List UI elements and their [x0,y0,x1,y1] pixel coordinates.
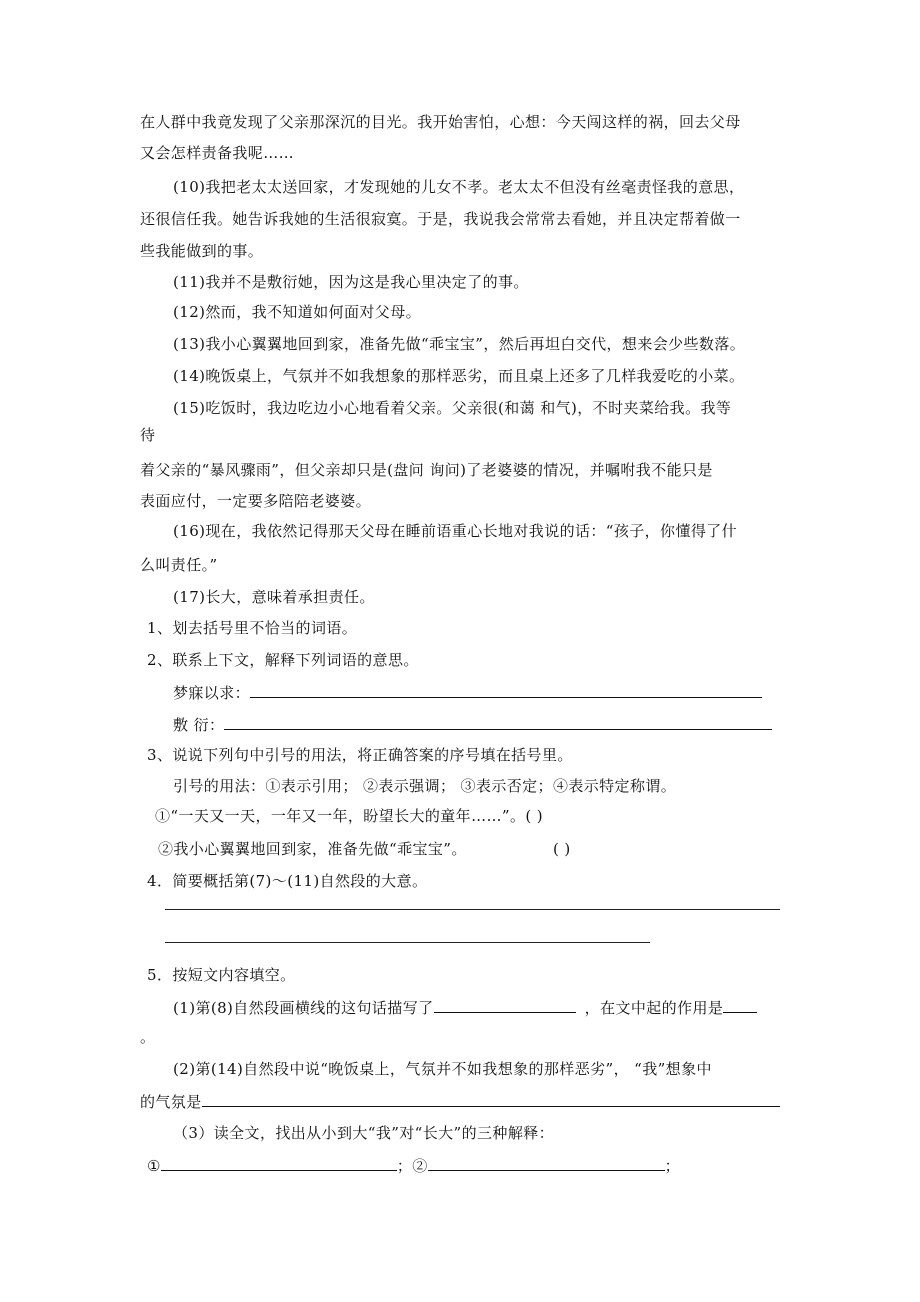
paragraph-15-line-1: (15)吃饭时，我边吃边小心地看着父亲。父亲很(和蔼 和气)，不时夹菜给我。我等 [173,399,732,417]
answer-blank-5-3-first[interactable] [161,1155,397,1171]
paragraph-15-line-4: 表面应付，一定要多陪陪老婆婆。 [140,492,372,510]
question-5-1-text-a: (1)第(8)自然段画横线的这句话描写了 [173,999,434,1017]
circled-one-marker: ① [147,1157,161,1175]
question-4-answer-line-1[interactable] [165,909,780,910]
question-5-1-text-b: ，在文中起的作用是 [584,999,724,1017]
answer-blank-5-1-function[interactable] [723,997,757,1013]
question-1: 1、划去括号里不恰当的词语。 [147,619,358,637]
circled-two-marker: ；② [396,1157,428,1175]
question-2: 2、联系上下文，解释下列词语的意思。 [147,651,419,669]
question-5: 5．按短文内容填空。 [147,966,296,984]
answer-blank-mengmeiyiqiu[interactable] [250,682,762,698]
paragraph-16-line-1: (16)现在，我依然记得那天父母在睡前语重心长地对我说的话：“孩子，你懂得了什 [173,522,738,540]
paragraph-15-line-2: 待 [140,426,156,444]
question-4: 4．简要概括第(7)～(11)自然段的大意。 [147,872,428,890]
question-3-sentence-2-answer[interactable]: ( ) [553,840,571,858]
paragraph-10-line-2: 还很信任我。她告诉我她的生活很寂寞。于是，我说我会常常去看她，并且决定帮着做一 [140,210,741,228]
question-5-1-end: 。 [140,1028,156,1046]
paragraph-17: (17)长大，意味着承担责任。 [173,588,375,606]
paragraph-16-line-2: 么叫责任。” [140,556,218,574]
paragraph-13: (13)我小心翼翼地回到家，准备先做“乖宝宝”，然后再坦白交代，想来会少些数落。 [173,335,746,353]
paragraph-14: (14)晚饭桌上，气氛并不如我想象的那样恶劣，而且桌上还多了几样我爱吃的小菜。 [173,367,745,385]
question-3-sentence-1[interactable]: ①“一天又一天，一年又一年，盼望长大的童年……”。( ) [155,807,544,825]
question-2-word-2-label: 敷 衍： [173,716,225,734]
question-5-2-line-2-row [140,1091,780,1112]
question-5-2-line-2-text: 的气氛是 [140,1093,202,1111]
question-5-2-line-1: (2)第(14)自然段中说“晚饭桌上，气氛并不如我想象的那样恶劣”， “我”想象中 [173,1060,712,1078]
answer-blank-5-3-second[interactable] [428,1155,665,1171]
question-5-3: （3）读全文，找出从小到大“我”对“长大”的三种解释： [173,1124,555,1142]
question-3-usage-list: 引号的用法：①表示引用； ②表示强调； ③表示否定；④表示特定称谓。 [173,777,677,795]
question-5-1-row [173,997,757,1018]
answer-row-end: ； [664,1157,681,1175]
paragraph-12: (12)然而，我不知道如何面对父母。 [173,303,421,321]
question-2-word-2-row [173,714,772,735]
answer-blank-fuyan[interactable] [224,714,772,730]
question-3: 3、说说下列句中引号的用法，将正确答案的序号填在括号里。 [147,746,573,764]
question-5-3-answers-row [147,1155,680,1176]
answer-blank-5-2-atmosphere[interactable] [202,1091,780,1107]
question-4-answer-line-2[interactable] [165,942,650,943]
paragraph-9-line-2: 又会怎样责备我呢…… [140,144,295,162]
paragraph-11: (11)我并不是敷衍她，因为这是我心里决定了的事。 [173,273,529,291]
answer-blank-5-1-description[interactable] [434,997,576,1013]
question-3-sentence-2: ②我小心翼翼地回到家，准备先做“乖宝宝”。 [158,840,467,858]
question-2-word-1-row [173,682,762,703]
question-2-word-1-label: 梦寐以求： [173,684,251,702]
paragraph-10-line-1: (10)我把老太太送回家，才发现她的儿女不孝。老太太不但没有丝毫责怪我的意思， [173,178,745,196]
paragraph-15-line-3: 着父亲的“暴风骤雨”，但父亲却只是(盘问 询问)了老婆婆的情况，并嘱咐我不能只是 [140,461,713,479]
paragraph-9-line-1: 在人群中我竟发现了父亲那深沉的目光。我开始害怕，心想：今天闯这样的祸，回去父母 [140,113,741,131]
paragraph-10-line-3: 些我能做到的事。 [140,242,264,260]
